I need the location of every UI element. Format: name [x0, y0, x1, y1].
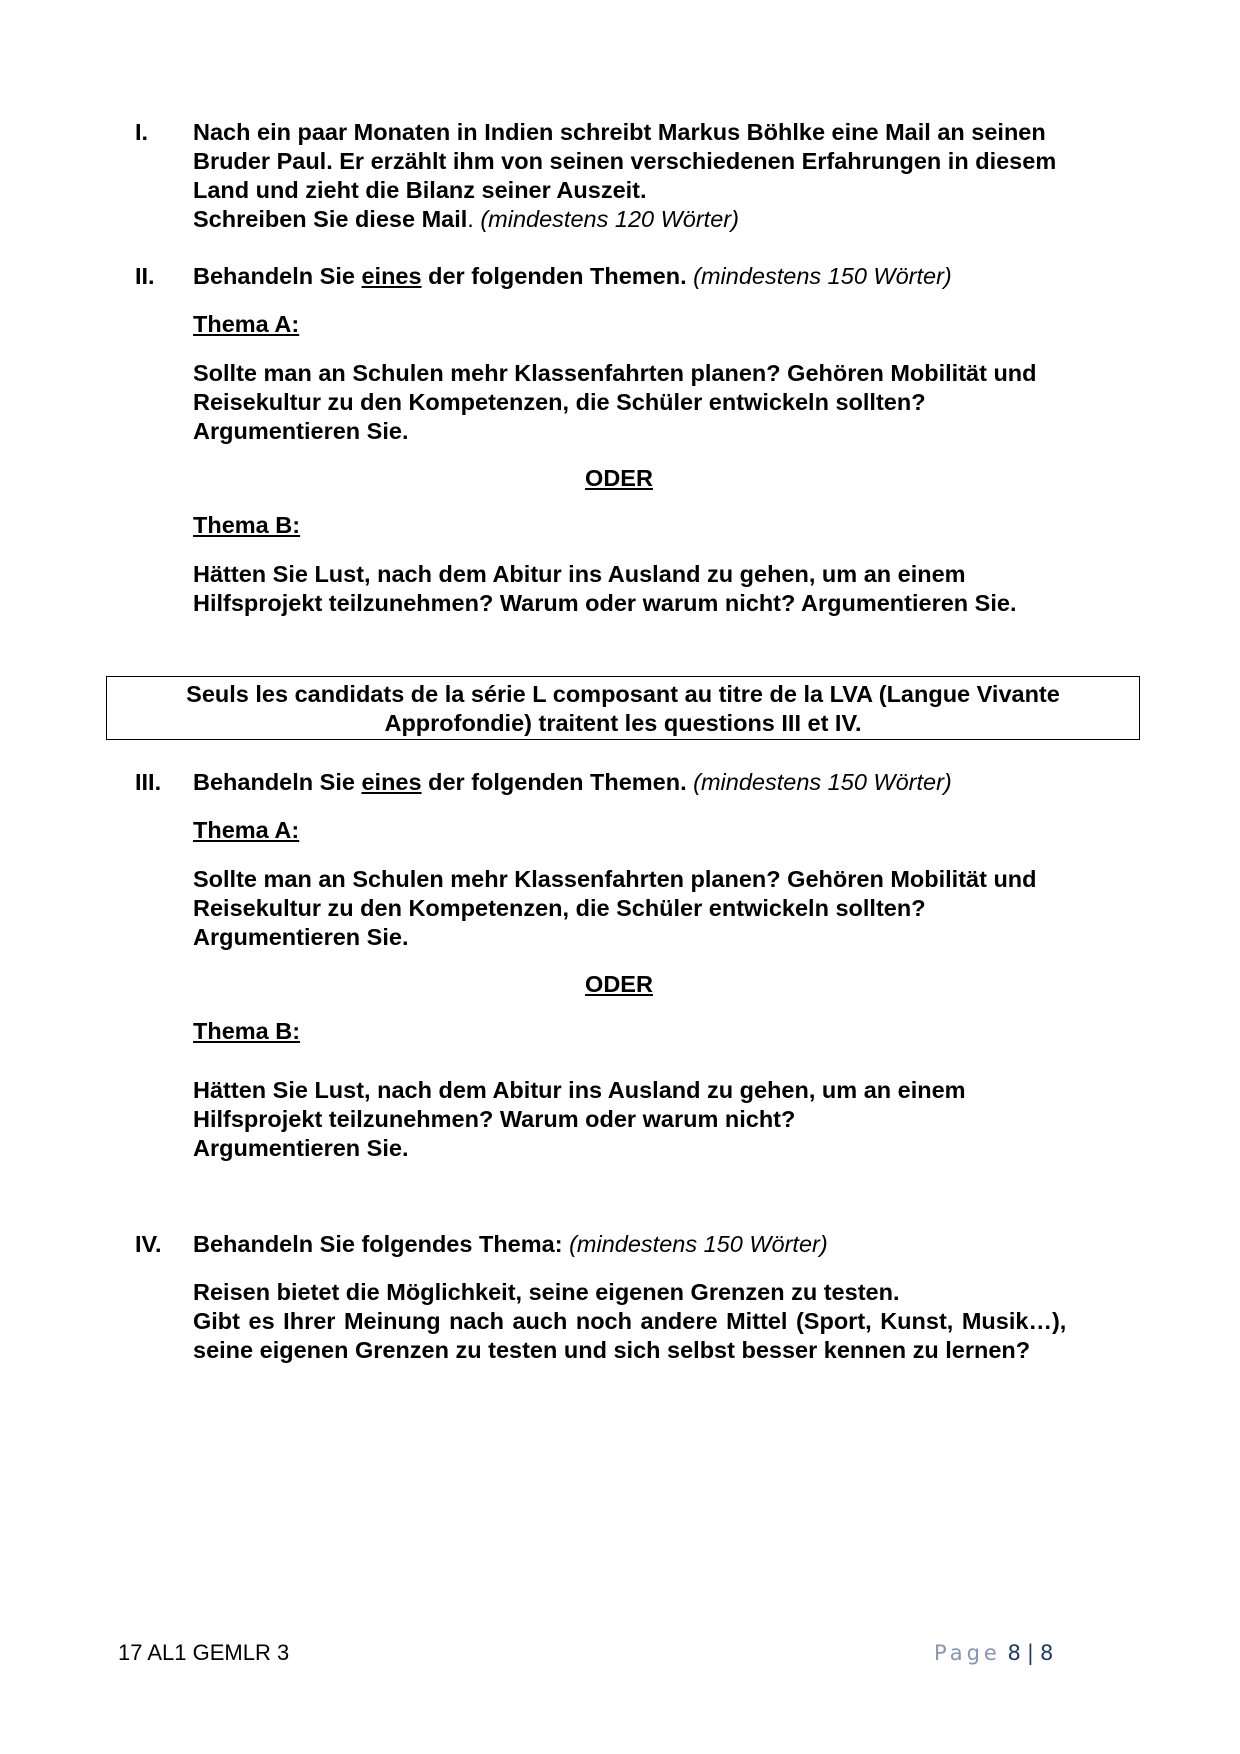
theme-text: Reisen bietet die Möglichkeit, seine eigenen Grenzen zu testen. — [193, 1279, 900, 1305]
question-text-line: Bruder Paul. Er erzählt ihm von seinen verschiedenen Erfahrungen in diesem — [193, 148, 1057, 174]
theme-b-text: Argumentieren Sie. — [193, 1135, 409, 1161]
task-text: Schreiben Sie diese Mail — [193, 206, 468, 232]
instruction-pre: Behandeln Sie — [193, 263, 362, 289]
word-count-note: (mindestens 120 Wörter) — [480, 206, 739, 232]
word-count-note: (mindestens 150 Wörter) — [569, 1231, 828, 1257]
theme-b-text: Hilfsprojekt teilzunehmen? Warum oder warum nicht? — [193, 1106, 796, 1132]
instruction-underlined: eines — [361, 769, 422, 795]
question-text-line: Nach ein paar Monaten in Indien schreibt Markus Böhlke eine Mail an seinen — [193, 119, 1046, 145]
instruction-pre: Behandeln Sie — [193, 769, 362, 795]
question-text-line: Land und zieht die Bilanz seiner Auszeit. — [193, 177, 647, 203]
instruction-post: der folgenden Themen. — [421, 263, 687, 289]
word-count-note: (mindestens 150 Wörter) — [693, 263, 952, 289]
word-count-note: (mindestens 150 Wörter) — [693, 769, 952, 795]
page-number — [934, 1640, 1053, 1666]
task-line — [193, 205, 1135, 234]
theme-a-heading: Thema A: — [193, 817, 300, 843]
page-word: Page — [934, 1641, 1001, 1665]
question-instruction — [193, 1230, 1135, 1259]
theme-a-text: Argumentieren Sie. — [193, 924, 409, 950]
theme-b-text: Hilfsprojekt teilzunehmen? Warum oder warum nicht? Argumentieren Sie. — [193, 590, 1017, 616]
lva-notice-box — [106, 676, 1140, 740]
theme-a-text: Sollte man an Schulen mehr Klassenfahrten planen? Gehören Mobilität und — [193, 866, 1037, 892]
question-number: IV. — [135, 1231, 162, 1257]
question-instruction — [193, 262, 1135, 291]
theme-text: Gibt es Ihrer Meinung nach auch noch andere Mittel (Sport, Kunst, Musik…), — [193, 1308, 1067, 1334]
theme-b-text: Hätten Sie Lust, nach dem Abitur ins Ausland zu gehen, um an einem — [193, 1077, 966, 1103]
question-number: I. — [135, 119, 149, 145]
theme-a-heading: Thema A: — [193, 311, 300, 337]
theme-a-text: Reisekultur zu den Kompetenzen, die Schüler entwickeln sollten? — [193, 895, 926, 921]
page-separator: | — [1026, 1641, 1034, 1665]
question-number: II. — [135, 263, 155, 289]
instruction-post: der folgenden Themen. — [421, 769, 687, 795]
question-instruction — [193, 768, 1135, 797]
page-current: 8 — [1007, 1641, 1021, 1665]
theme-a-text: Reisekultur zu den Kompetenzen, die Schüler entwickeln sollten? — [193, 389, 926, 415]
instruction-title: Behandeln Sie folgendes Thema: — [193, 1231, 563, 1257]
theme-a-text: Sollte man an Schulen mehr Klassenfahrten planen? Gehören Mobilität und — [193, 360, 1037, 386]
theme-text: seine eigenen Grenzen zu testen und sich selbst besser kennen zu lernen? — [193, 1337, 1031, 1363]
theme-a-text: Argumentieren Sie. — [193, 418, 409, 444]
instruction-underlined: eines — [361, 263, 422, 289]
oder-separator: ODER — [585, 465, 653, 491]
theme-b-heading: Thema B: — [193, 1018, 301, 1044]
task-dot: . — [467, 206, 474, 232]
page-total: 8 — [1039, 1641, 1054, 1665]
notice-line: Seuls les candidats de la série L composant au titre de la LVA (Langue Vivante — [186, 681, 1060, 707]
theme-b-text: Hätten Sie Lust, nach dem Abitur ins Ausland zu gehen, um an einem — [193, 561, 966, 587]
question-number: III. — [135, 769, 162, 795]
exam-code: 17 AL1 GEMLR 3 — [118, 1640, 290, 1665]
notice-line: Approfondie) traitent les questions III et IV. — [384, 710, 862, 736]
oder-separator: ODER — [585, 971, 653, 997]
theme-b-heading: Thema B: — [193, 512, 301, 538]
